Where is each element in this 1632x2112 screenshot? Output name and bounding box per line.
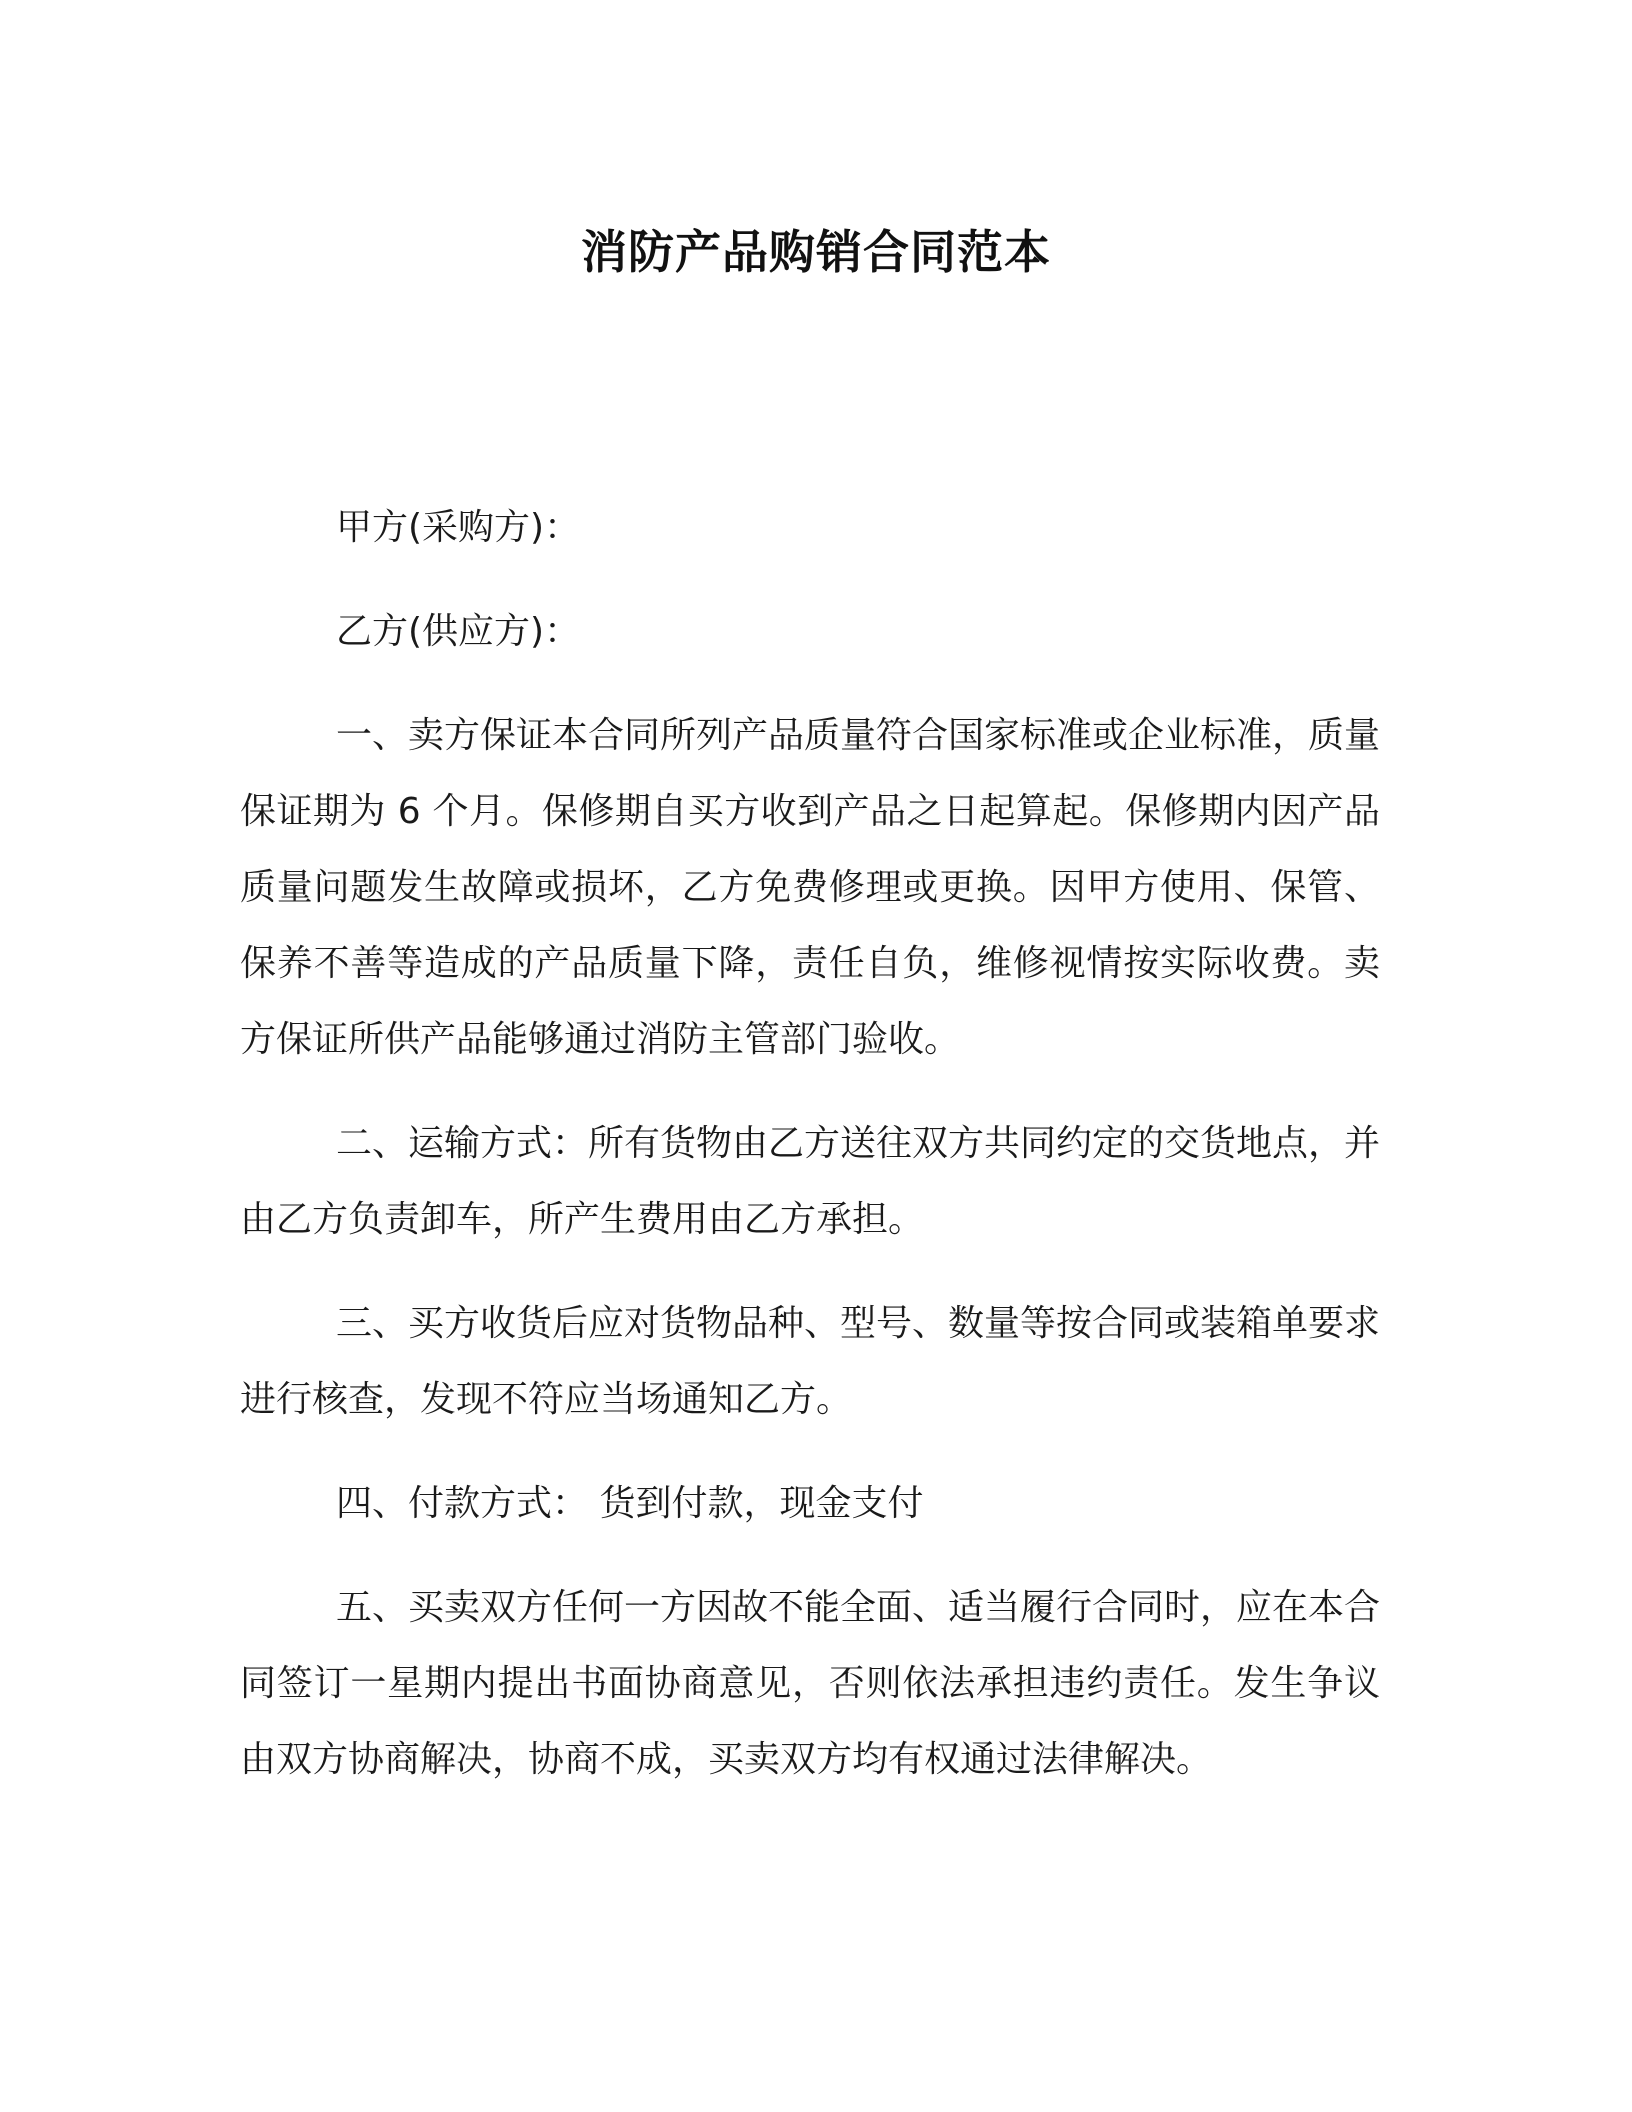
clause-1: 一、卖方保证本合同所列产品质量符合国家标准或企业标准，质量保证期为 6 个月。保修期自买方收到产品之日起算起。保修期内因产品质量问题发生故障或损坏，乙方免费修理或更换。因甲方使用、保管、保养不善等造成的产品质量下降，责任自负，维修视情按实际收费。卖方保证所供产品能够通过消防主管部门验收。 xyxy=(240,715,1381,1060)
clause-4: 四、付款方式： 货到付款，现金支付 xyxy=(336,1483,924,1524)
document-body xyxy=(240,490,1380,1826)
party-b-line: 乙方(供应方)： xyxy=(336,611,581,652)
clause-3: 三、买方收货后应对货物品种、型号、数量等按合同或装箱单要求进行核查，发现不符应当场通知乙方。 xyxy=(240,1303,1381,1420)
clause-5: 五、买卖双方任何一方因故不能全面、适当履行合同时，应在本合同签订一星期内提出书面协商意见，否则依法承担违约责任。发生争议由双方协商解决，协商不成，买卖双方均有权通过法律解决。 xyxy=(240,1587,1381,1780)
clause-2: 二、运输方式：所有货物由乙方送往双方共同约定的交货地点，并由乙方负责卸车，所产生费用由乙方承担。 xyxy=(240,1123,1381,1240)
document-title: 消防产品购销合同范本 xyxy=(581,225,1051,279)
party-a-line: 甲方(采购方)： xyxy=(336,507,581,548)
